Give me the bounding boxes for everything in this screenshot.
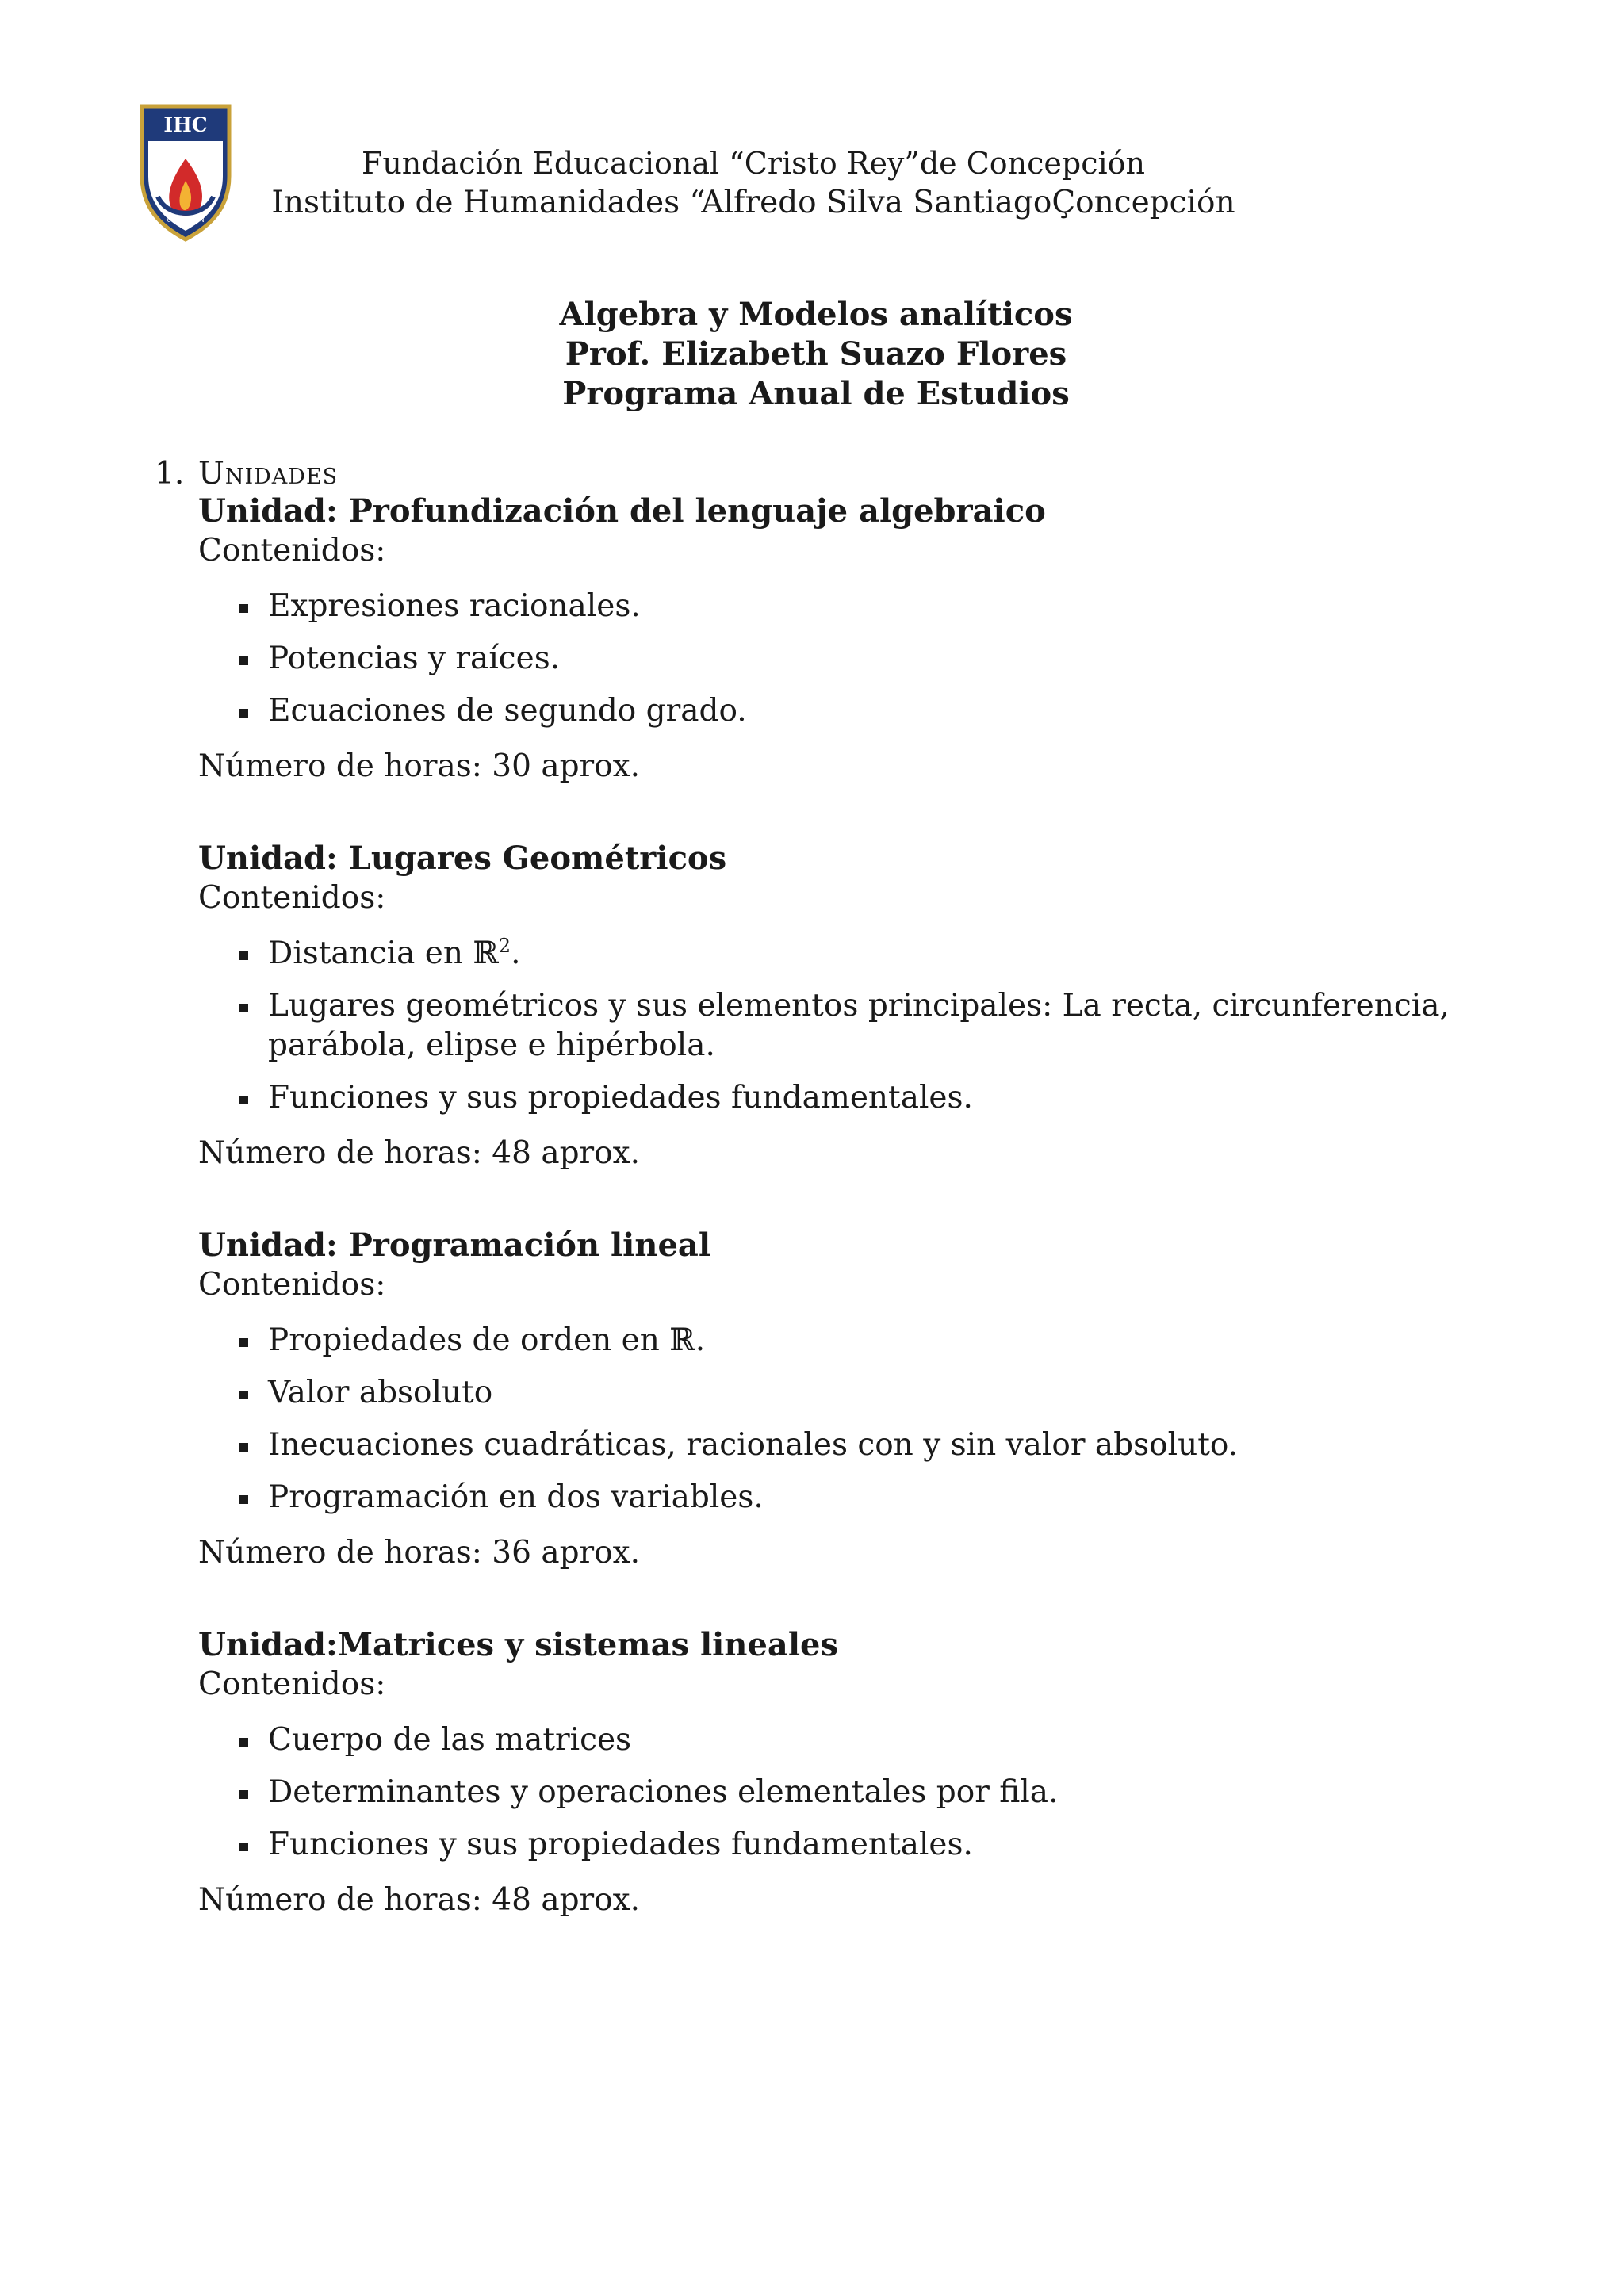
list-item: Lugares geométricos y sus elementos principales: La recta, circunferencia, parábola, elipse e hipérbola. [198, 986, 1519, 1066]
unit-block [198, 1226, 1519, 1573]
list-item: Propiedades de orden en ℝ. [198, 1321, 1519, 1360]
list-item: Ecuaciones de segundo grado. [198, 691, 1519, 731]
list-item: Programación en dos variables. [198, 1478, 1519, 1517]
bullet-square-icon [239, 604, 248, 613]
unit-title: Unidad: Lugares Geométricos [198, 840, 727, 877]
program-title: Programa Anual de Estudios [562, 375, 1070, 412]
unit-block [198, 839, 1519, 1173]
section-title: Unidades [198, 456, 339, 492]
bullet-square-icon [239, 1391, 248, 1399]
list-item: Determinantes y operaciones elementales por fila. [198, 1773, 1519, 1812]
list-item: Funciones y sus propiedades fundamentales. [198, 1078, 1519, 1118]
bullet-square-icon [239, 709, 248, 718]
hours-text: Número de horas: 48 aprox. [198, 1135, 641, 1171]
contents-label: Contenidos: [198, 1267, 386, 1303]
hours-text: Número de horas: 36 aprox. [198, 1535, 641, 1571]
bullet-square-icon [239, 1338, 248, 1347]
section-number: 1. [155, 456, 185, 492]
bullet-square-icon [239, 1004, 248, 1012]
bullet-square-icon [239, 1790, 248, 1799]
superscript: 2 [498, 935, 511, 957]
list-item: Expresiones racionales. [198, 587, 1519, 626]
contents-list [198, 934, 1519, 1118]
course-title: Algebra y Modelos analíticos [559, 296, 1073, 333]
unit-title: Unidad: Profundización del lenguaje algebraico [198, 492, 1046, 530]
professor-name: Prof. Elizabeth Suazo Flores [565, 335, 1067, 373]
list-item: Potencias y raíces. [198, 639, 1519, 679]
contents-label: Contenidos: [198, 1667, 386, 1702]
document-titles [0, 295, 1624, 414]
bullet-square-icon [239, 1495, 248, 1504]
logo-text: IHC [163, 113, 208, 136]
contents-list [198, 587, 1519, 731]
unit-block [198, 492, 1519, 786]
hours-text: Número de horas: 48 aprox. [198, 1882, 641, 1918]
section-heading [155, 452, 1519, 492]
bullet-square-icon [239, 951, 248, 960]
document-body [155, 452, 1519, 1920]
list-item: Cuerpo de las matrices [198, 1720, 1519, 1760]
bullet-square-icon [239, 656, 248, 665]
list-item: Inecuaciones cuadráticas, racionales con y sin valor absoluto. [198, 1425, 1519, 1465]
institution-line-2: Instituto de Humanidades “Alfredo Silva SantiagoÇoncepción [271, 185, 1235, 220]
list-item: Distancia en ℝ$^2$. [198, 934, 1519, 974]
logo-subtext: CONCEPCIÓN [167, 217, 205, 224]
bullet-square-icon [239, 1738, 248, 1747]
bullet-square-icon [239, 1443, 248, 1452]
hours-text: Número de horas: 30 aprox. [198, 748, 641, 784]
bullet-square-icon [239, 1843, 248, 1851]
list-item: Valor absoluto [198, 1373, 1519, 1413]
contents-label: Contenidos: [198, 533, 386, 568]
institution-line-1: Fundación Educacional “Cristo Rey”de Concepción [361, 146, 1146, 181]
unit-title: Unidad:Matrices y sistemas lineales [198, 1626, 838, 1663]
contents-list [198, 1720, 1519, 1865]
contents-label: Contenidos: [198, 880, 386, 916]
unit-block [198, 1625, 1519, 1920]
list-item: Funciones y sus propiedades fundamentales. [198, 1825, 1519, 1865]
bullet-square-icon [239, 1096, 248, 1104]
contents-list [198, 1321, 1519, 1517]
unit-title: Unidad: Programación lineal [198, 1226, 711, 1264]
